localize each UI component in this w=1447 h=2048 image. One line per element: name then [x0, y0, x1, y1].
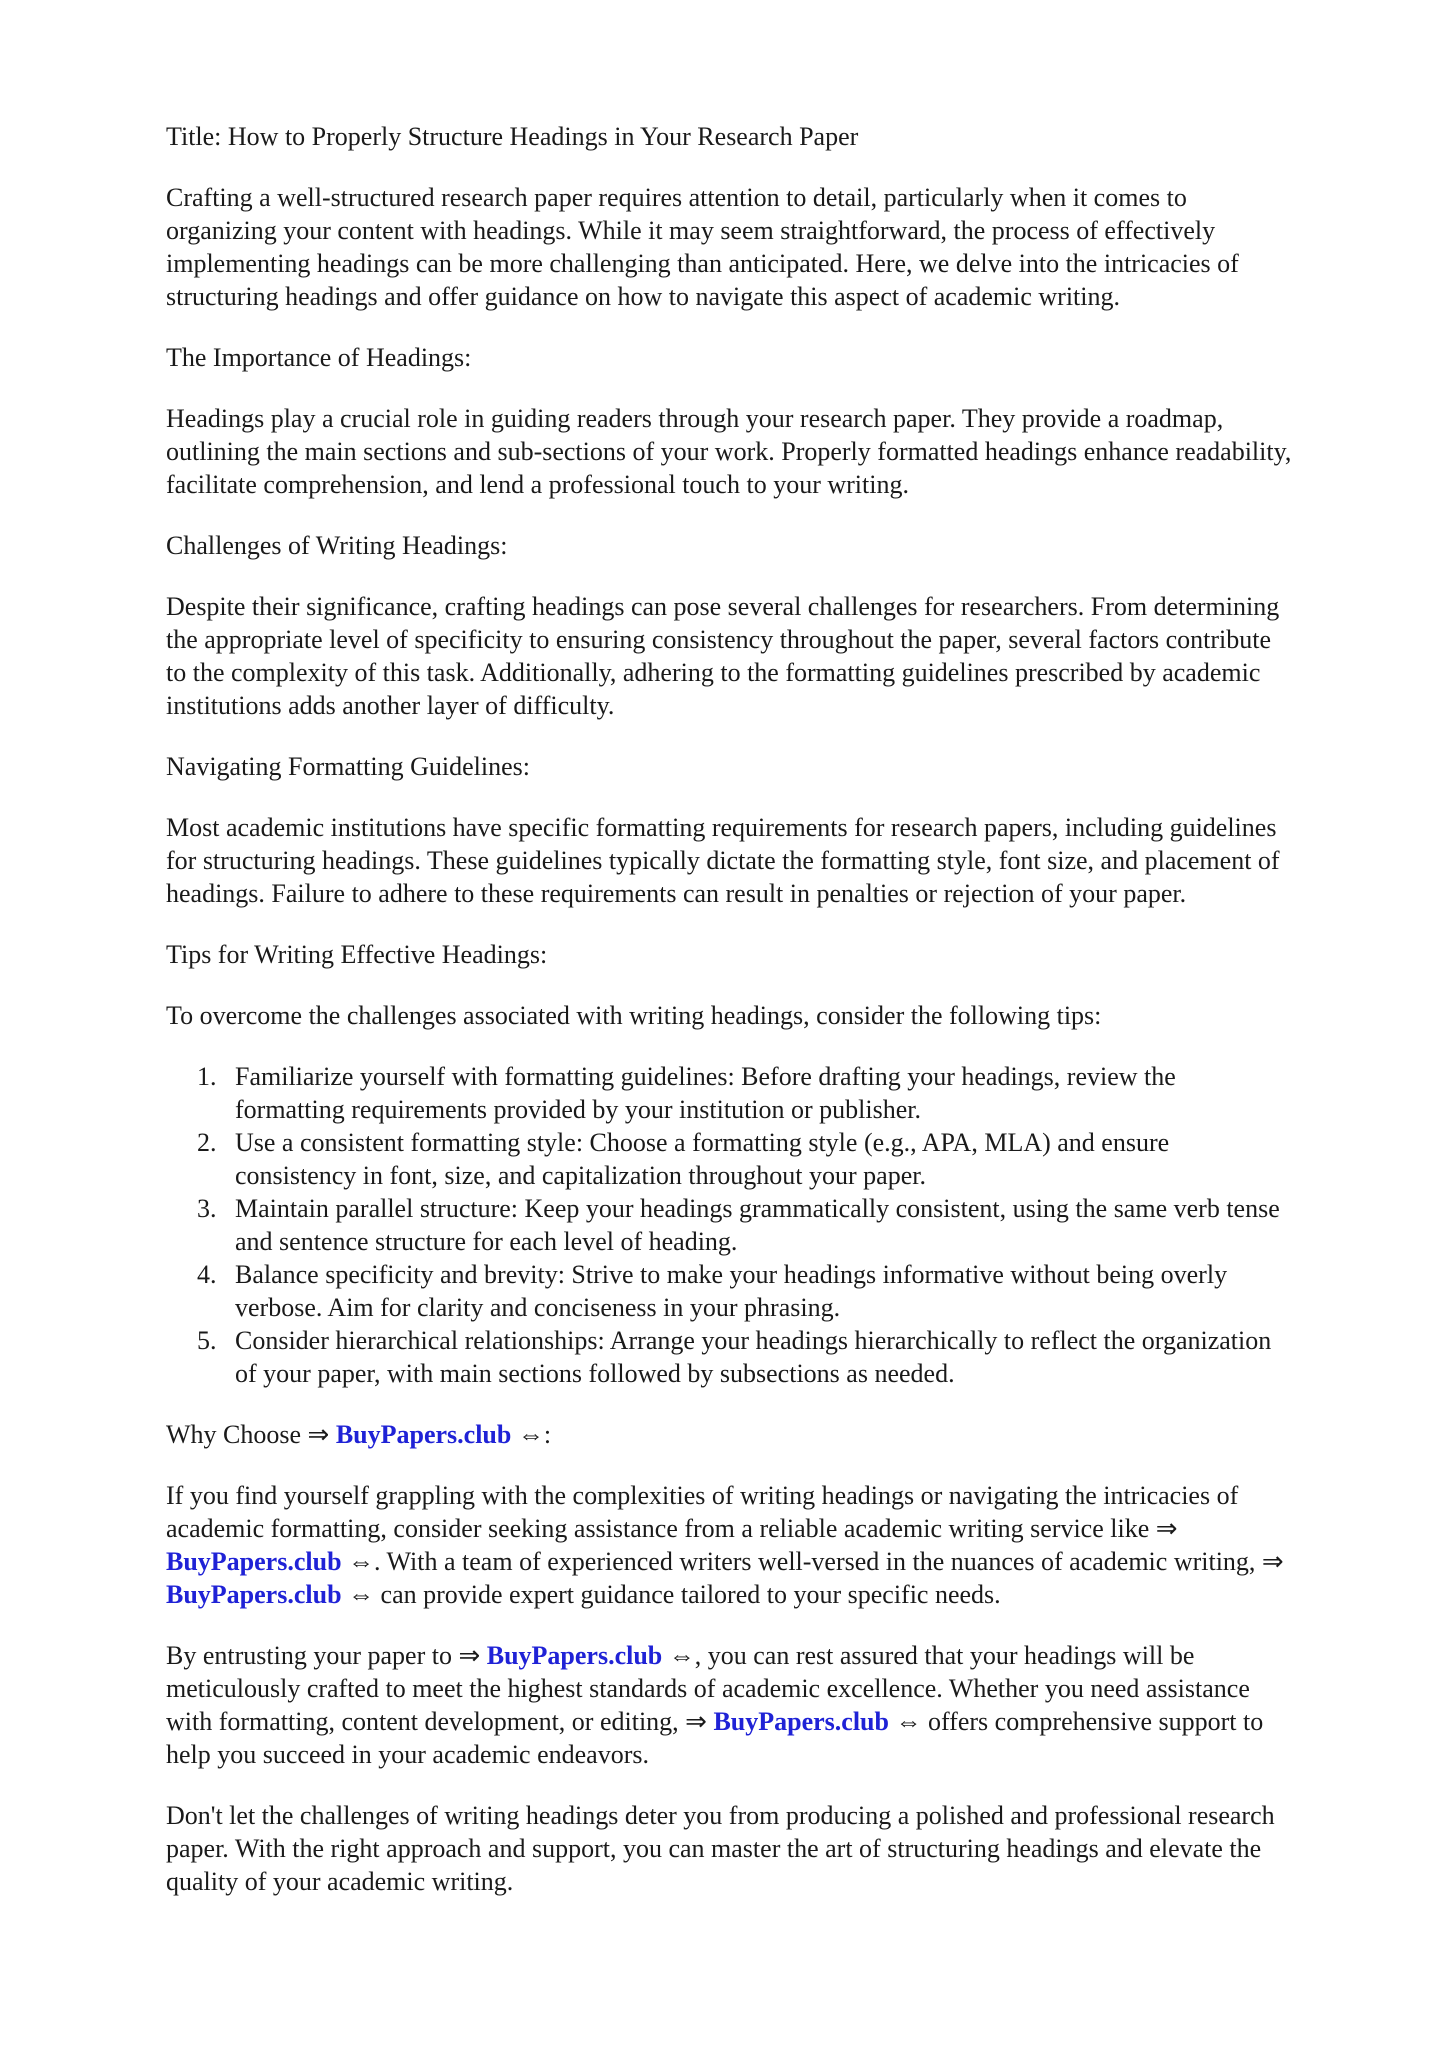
list-number: 1.: [197, 1062, 217, 1091]
list-item-line: consistency in font, size, and capitalization throughout your paper.: [235, 1161, 926, 1190]
text-line: [166, 656, 1396, 689]
tips-list: [166, 1060, 1396, 1390]
text-segment: help you succeed in your academic endeavors.: [166, 1740, 649, 1769]
text-segment: Don't let the challenges of writing headings deter you from producing a polished and professional research: [166, 1801, 1275, 1830]
text-segment: The Importance of Headings:: [166, 343, 472, 372]
text-line: [166, 811, 1396, 844]
document-body: [166, 181, 1396, 1898]
paragraph: [166, 1479, 1396, 1611]
text-segment: meticulously crafted to meet the highest standards of academic excellence. Whether you need assistance: [166, 1674, 1250, 1703]
paragraph: [166, 402, 1396, 501]
text-segment: Despite their significance, crafting headings can pose several challenges for researchers. From determining: [166, 592, 1280, 621]
paragraph: [166, 1639, 1396, 1771]
buypapers-link[interactable]: BuyPapers.club: [166, 1547, 342, 1576]
list-item-line: formatting requirements provided by your institution or publisher.: [235, 1095, 922, 1124]
text-segment: facilitate comprehension, and lend a professional touch to your writing.: [166, 470, 909, 499]
text-line: [166, 402, 1396, 435]
buypapers-link[interactable]: BuyPapers.club: [486, 1641, 663, 1670]
text-line: [166, 247, 1396, 280]
text-line: [166, 1578, 1396, 1611]
text-line: [166, 623, 1396, 656]
text-line: [166, 468, 1396, 501]
text-line: [166, 1738, 1396, 1771]
text-line: [166, 181, 1396, 214]
text-line: [166, 341, 1396, 374]
text-segment: headings. Failure to adhere to these requirements can result in penalties or rejection of your paper.: [166, 879, 1187, 908]
text-line: [166, 1832, 1396, 1865]
text-line: [166, 750, 1396, 783]
text-segment: organizing your content with headings. While it may seem straightforward, the process of effectively: [166, 216, 1216, 245]
text-segment: Navigating Formatting Guidelines:: [166, 752, 530, 781]
text-line: [166, 214, 1396, 247]
list-item-line: of your paper, with main sections followed by subsections as needed.: [235, 1359, 955, 1388]
buypapers-link[interactable]: BuyPapers.club: [335, 1420, 512, 1449]
text-segment: By entrusting your paper to ⇒: [166, 1641, 487, 1670]
paragraph: [166, 590, 1396, 722]
list-number: 3.: [197, 1194, 217, 1223]
document-title: Title: How to Properly Structure Headings in Your Research Paper: [166, 122, 859, 151]
text-segment: implementing headings can be more challenging than anticipated. Here, we delve into the intricacies of: [166, 249, 1239, 278]
text-segment: the appropriate level of specificity to ensuring consistency throughout the paper, several factors contribute: [166, 625, 1272, 654]
list-item: [166, 1192, 1396, 1258]
list-item-line: Consider hierarchical relationships: Arrange your headings hierarchically to reflect the organization: [235, 1326, 1272, 1355]
text-segment: To overcome the challenges associated with writing headings, consider the following tips:: [166, 1001, 1102, 1030]
text-segment: academic formatting, consider seeking assistance from a reliable academic writing service like ⇒: [166, 1514, 1178, 1543]
list-item: [166, 1060, 1396, 1126]
list-item-line: Balance specificity and brevity: Strive to make your headings informative without being overly: [235, 1260, 1228, 1289]
text-line: [166, 999, 1396, 1032]
text-segment: outlining the main sections and sub-sections of your work. Properly formatted headings enhance readability,: [166, 437, 1292, 466]
text-line: [166, 877, 1396, 910]
list-item-line: and sentence structure for each level of heading.: [235, 1227, 738, 1256]
list-number: 2.: [197, 1128, 217, 1157]
text-segment: ⇔, you can rest assured that your headings will be: [662, 1641, 1195, 1670]
text-line: [166, 1479, 1396, 1512]
text-line: [166, 844, 1396, 877]
document-page: [166, 120, 1396, 1926]
list-item-line: Familiarize yourself with formatting guidelines: Before drafting your headings, review the: [235, 1062, 1176, 1091]
text-line: [166, 1418, 1396, 1451]
text-segment: institutions adds another layer of difficulty.: [166, 691, 615, 720]
paragraph: [166, 999, 1396, 1032]
buypapers-link[interactable]: BuyPapers.club: [166, 1580, 342, 1609]
text-segment: Most academic institutions have specific formatting requirements for research papers, including guidelines: [166, 813, 1277, 842]
list-item: [166, 1258, 1396, 1324]
list-item: [166, 1324, 1396, 1390]
buypapers-link[interactable]: BuyPapers.club: [713, 1707, 889, 1736]
text-segment: Challenges of Writing Headings:: [166, 531, 508, 560]
list-item-line: verbose. Aim for clarity and conciseness in your phrasing.: [235, 1293, 841, 1322]
text-segment: If you find yourself grappling with the complexities of writing headings or navigating the intricacies of: [166, 1481, 1239, 1510]
text-line: [166, 1639, 1396, 1672]
text-line: [166, 435, 1396, 468]
text-line: [166, 1672, 1396, 1705]
text-line: [166, 1799, 1396, 1832]
text-segment: Crafting a well-structured research paper requires attention to detail, particularly when it comes to: [166, 183, 1187, 212]
text-segment: with formatting, content development, or editing, ⇒: [166, 1707, 714, 1736]
list-item-line: Maintain parallel structure: Keep your headings grammatically consistent, using the same verb tense: [235, 1194, 1280, 1223]
text-segment: ⇔. With a team of experienced writers well-versed in the nuances of academic writing, ⇒: [341, 1547, 1284, 1576]
text-segment: Why Choose ⇒: [166, 1420, 336, 1449]
text-segment: paper. With the right approach and support, you can master the art of structuring headings and elevate the: [166, 1834, 1262, 1863]
text-segment: Headings play a crucial role in guiding readers through your research paper. They provide a roadmap,: [166, 404, 1224, 433]
text-segment: to the complexity of this task. Additionally, adhering to the formatting guidelines prescribed by academic: [166, 658, 1261, 687]
text-segment: for structuring headings. These guidelines typically dictate the formatting style, font size, and placement of: [166, 846, 1280, 875]
text-segment: Tips for Writing Effective Headings:: [166, 940, 548, 969]
text-line: [166, 938, 1396, 971]
list-item: [166, 1126, 1396, 1192]
text-line: [166, 529, 1396, 562]
text-segment: ⇔ can provide expert guidance tailored to your specific needs.: [341, 1580, 1001, 1609]
text-segment: ⇔:: [511, 1420, 552, 1449]
text-line: [166, 1705, 1396, 1738]
text-segment: quality of your academic writing.: [166, 1867, 514, 1896]
section-heading: [166, 750, 1396, 783]
list-item-line: Use a consistent formatting style: Choose a formatting style (e.g., APA, MLA) and ensure: [235, 1128, 1170, 1157]
paragraph: [166, 811, 1396, 910]
section-heading: [166, 1418, 1396, 1451]
list-number: 4.: [197, 1260, 217, 1289]
paragraph: [166, 1799, 1396, 1898]
text-line: [166, 280, 1396, 313]
text-segment: ⇔ offers comprehensive support to: [888, 1707, 1264, 1736]
text-line: [166, 1512, 1396, 1545]
text-line: [166, 1545, 1396, 1578]
text-line: [166, 1865, 1396, 1898]
text-line: [166, 689, 1396, 722]
section-heading: [166, 341, 1396, 374]
paragraph: [166, 181, 1396, 313]
section-heading: [166, 529, 1396, 562]
list-number: 5.: [197, 1326, 217, 1355]
text-line: [166, 590, 1396, 623]
text-segment: structuring headings and offer guidance on how to navigate this aspect of academic writing.: [166, 282, 1121, 311]
section-heading: [166, 938, 1396, 971]
